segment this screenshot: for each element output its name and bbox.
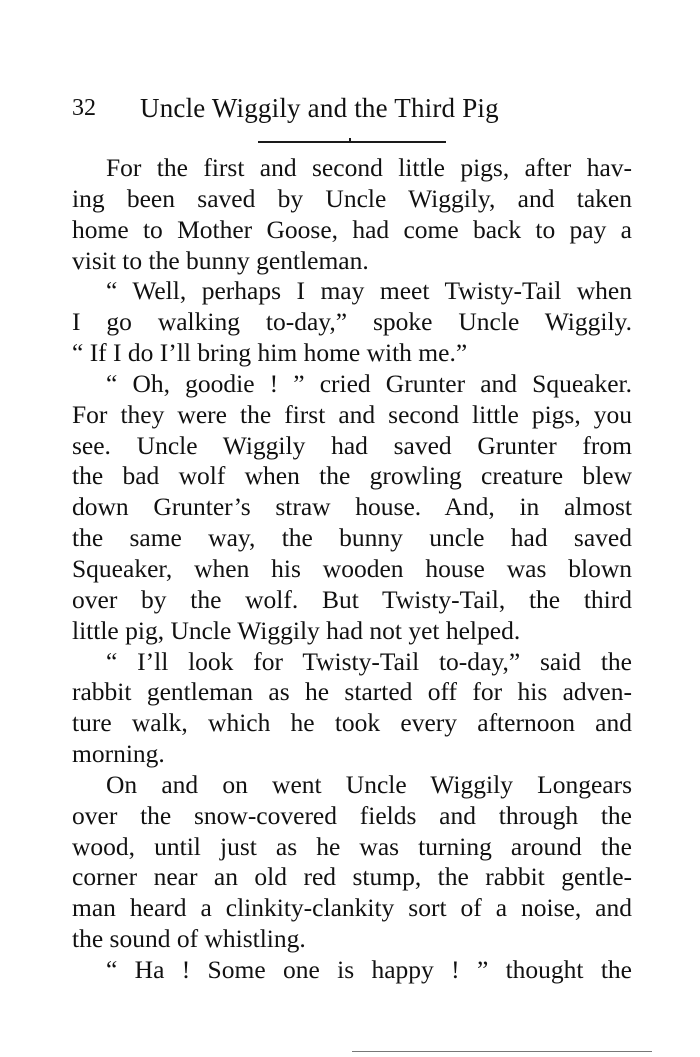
text-line: ing been saved by Uncle Wiggily, and taken [72, 183, 632, 213]
text-line: home to Mother Goose, had come back to pay a [72, 214, 632, 244]
text-line: down Grunter’s straw house. And, in almost [72, 492, 632, 522]
text-line: “ Well, perhaps I may meet Twisty-Tail when [106, 276, 632, 306]
text-line: wood, until just as he was turning around the [72, 831, 632, 861]
text-line: over the snow-covered fields and through the [72, 800, 632, 830]
text-line: ture walk, which he took every afternoon and [72, 708, 632, 738]
text-line: On and on went Uncle Wiggily Longears [106, 769, 632, 799]
body-text [72, 153, 632, 986]
text-line: “ I’ll look for Twisty-Tail to-day,” said the [106, 646, 632, 676]
text-line: man heard a clinkity-clankity sort of a noise, and [72, 893, 632, 923]
text-line: the sound of whistling. [72, 924, 306, 954]
text-line: little pig, Uncle Wiggily had not yet helped. [72, 615, 521, 645]
text-line: “ Oh, goodie ! ” cried Grunter and Squeaker. [106, 368, 632, 398]
text-line: the same way, the bunny uncle had saved [72, 523, 632, 553]
page-number: 32 [72, 95, 96, 121]
running-title: Uncle Wiggily and the Third Pig [140, 93, 499, 123]
header-rule [258, 141, 446, 143]
header-rule-mark [349, 138, 351, 142]
text-line: corner near an old red stump, the rabbit gentle- [72, 862, 632, 892]
text-line: the bad wolf when the growling creature blew [72, 461, 632, 491]
text-line: I go walking to-day,” spoke Uncle Wiggily. [72, 307, 632, 337]
running-head [72, 90, 632, 126]
text-line: visit to the bunny gentleman. [72, 245, 369, 275]
text-line: see. Uncle Wiggily had saved Grunter from [72, 430, 632, 460]
text-line: “ If I do I’ll bring him home with me.” [72, 338, 468, 368]
text-line: For the first and second little pigs, after hav- [106, 153, 632, 182]
text-line: over by the wolf. But Twisty-Tail, the third [72, 584, 632, 614]
text-line: rabbit gentleman as he started off for his adven- [72, 677, 632, 707]
text-line: Squeaker, when his wooden house was blown [72, 553, 632, 583]
text-line: “ Ha ! Some one is happy ! ” thought the [106, 954, 632, 984]
text-line: For they were the first and second little pigs, you [72, 399, 632, 429]
footer-rule [352, 1051, 652, 1052]
text-line: morning. [72, 739, 165, 769]
